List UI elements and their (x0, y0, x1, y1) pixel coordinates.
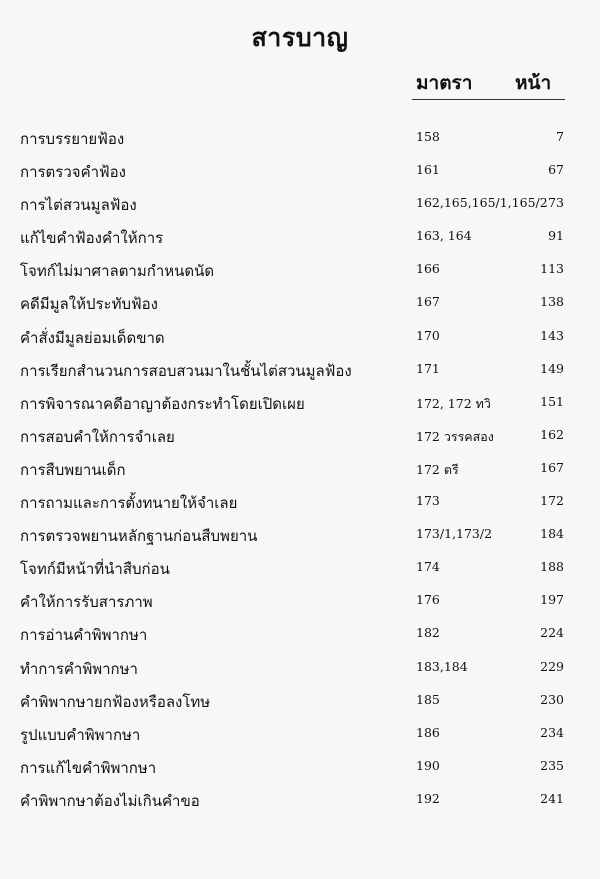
toc-entry-section: 190 (416, 757, 440, 773)
toc-entry (0, 326, 600, 359)
toc-entry-section: 192 (416, 790, 440, 806)
toc-entry (0, 491, 600, 524)
toc-entry-topic: แก้ไขคำฟ้องคำให้การ (20, 229, 164, 248)
toc-entry-page: 113 (540, 261, 564, 277)
toc-entry-page: 172 (540, 493, 564, 509)
toc-entry-topic: การพิจารณาคดีอาญาต้องกระทำโดยเปิดเผย (20, 394, 305, 413)
toc-entry-page: 162 (540, 426, 564, 442)
toc-entry-page: 143 (540, 327, 564, 343)
toc-entry-section: 176 (416, 592, 440, 608)
toc-entry-page: 188 (540, 559, 564, 575)
toc-entry (0, 623, 600, 656)
toc-entry-topic: การตรวจพยานหลักฐานก่อนสืบพยาน (20, 527, 258, 546)
toc-entry-page: 197 (540, 592, 564, 608)
toc-entry (0, 524, 600, 557)
toc-entry-page: 241 (540, 790, 564, 806)
toc-entry-topic: การอ่านคำพิพากษา (20, 626, 148, 645)
toc-entry-section: 172 ตรี (416, 461, 459, 477)
table-of-contents (0, 127, 600, 822)
toc-entry (0, 723, 600, 756)
toc-entry (0, 657, 600, 690)
toc-entry-section: 161 (416, 162, 440, 178)
page-title: สารบาญ (251, 23, 349, 52)
toc-entry-topic: คำพิพากษาต้องไม่เกินคำขอ (20, 791, 200, 810)
toc-entry-topic: การเรียกสำนวนการสอบสวนมาในชั้นไต่สวนมูลฟ้อง (20, 361, 352, 380)
toc-entry-section: 182 (416, 625, 440, 641)
toc-entry-section: 174 (416, 559, 440, 575)
toc-entry-section: 163, 164 (416, 228, 472, 244)
toc-entry-section: 183,184 (416, 658, 468, 674)
toc-entry-page: 138 (540, 294, 564, 310)
toc-entry-page: 73 (548, 195, 564, 211)
toc-entry (0, 127, 600, 160)
toc-entry-section: 171 (416, 360, 440, 376)
toc-entry-topic: การตรวจคำฟ้อง (20, 163, 126, 182)
toc-entry-topic: การแก้ไขคำพิพากษา (20, 758, 157, 777)
toc-entry-topic: คดีมีมูลให้ประทับฟ้อง (20, 295, 158, 314)
toc-entry-page: 234 (540, 724, 564, 740)
toc-entry-topic: การบรรยายฟ้อง (20, 130, 125, 148)
toc-entry-topic: การไต่สวนมูลฟ้อง (20, 196, 137, 215)
page-column-header: หน้า (515, 72, 552, 94)
toc-entry-section: 173 (416, 493, 440, 509)
toc-entry-section: 172 วรรคสอง (416, 428, 494, 444)
header-underline (412, 99, 565, 100)
toc-entry (0, 226, 600, 259)
toc-entry-topic: โจทก์มีหน้าที่นำสืบก่อน (20, 560, 170, 579)
toc-entry (0, 756, 600, 789)
toc-entry-section: 162,165,165/1,165/2 (416, 195, 548, 211)
section-column-header: มาตรา (416, 72, 473, 94)
toc-entry (0, 458, 600, 491)
toc-entry-topic: โจทก์ไม่มาศาลตามกำหนดนัด (20, 262, 215, 281)
toc-entry (0, 690, 600, 723)
toc-entry-page: 151 (540, 393, 564, 409)
toc-entry-section: 166 (416, 261, 440, 277)
toc-entry (0, 259, 600, 292)
toc-entry-section: 158 (416, 129, 440, 144)
toc-entry-section: 170 (416, 327, 440, 343)
toc-entry-section: 167 (416, 294, 440, 310)
toc-entry-topic: ทำการคำพิพากษา (20, 659, 138, 678)
toc-entry-page: 91 (548, 228, 564, 244)
toc-entry (0, 392, 600, 425)
toc-entry (0, 193, 600, 226)
toc-entry (0, 557, 600, 590)
toc-entry (0, 359, 600, 392)
toc-entry (0, 292, 600, 325)
toc-entry-page: 235 (540, 757, 564, 773)
toc-entry (0, 590, 600, 623)
toc-entry-topic: การถามและการตั้งทนายให้จำเลย (20, 494, 238, 513)
toc-entry-topic: การสืบพยานเด็ก (20, 460, 126, 479)
toc-entry-page: 167 (540, 459, 564, 475)
toc-entry-topic: คำสั่งมีมูลย่อมเด็ดขาด (20, 328, 165, 347)
toc-entry-page: 184 (540, 526, 564, 542)
toc-entry-page: 229 (540, 658, 564, 674)
toc-entry-topic: คำให้การรับสารภาพ (20, 593, 153, 612)
toc-entry-section: 186 (416, 724, 440, 740)
toc-entry (0, 425, 600, 458)
toc-entry-page: 149 (540, 360, 564, 376)
toc-entry-section: 173/1,173/2 (416, 526, 493, 542)
toc-entry-page: 7 (556, 129, 564, 144)
toc-entry-page: 67 (548, 162, 564, 178)
toc-entry-page: 230 (540, 691, 564, 707)
toc-entry-topic: การสอบคำให้การจำเลย (20, 427, 175, 446)
toc-entry-page: 224 (540, 625, 564, 641)
toc-entry-topic: คำพิพากษายกฟ้องหรือลงโทษ (20, 692, 211, 711)
toc-entry-topic: รูปแบบคำพิพากษา (20, 725, 141, 744)
toc-entry (0, 160, 600, 193)
toc-entry (0, 789, 600, 822)
toc-entry-section: 172, 172 ทวิ (416, 395, 491, 411)
toc-entry-section: 185 (416, 691, 440, 707)
